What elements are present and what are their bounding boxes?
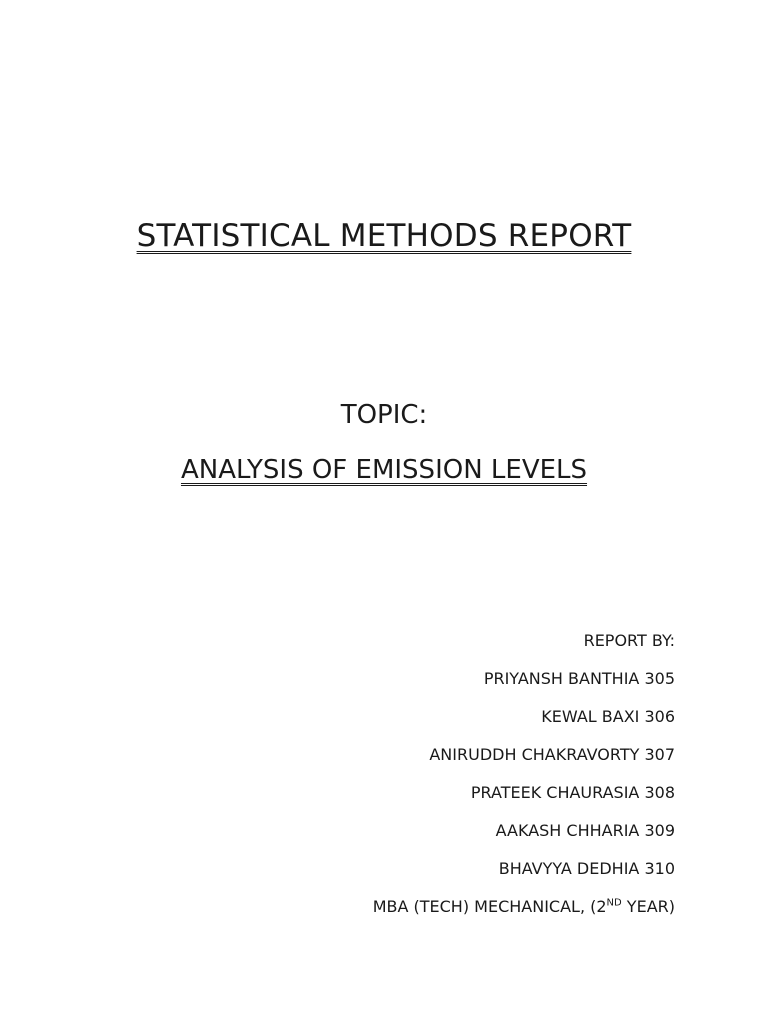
program-prefix: MBA (TECH) MECHANICAL, (2 (372, 897, 607, 916)
author-5: AAKASH CHHARIA 309 (495, 821, 675, 840)
program-line (373, 893, 675, 931)
author-2: KEWAL BAXI 306 (541, 707, 675, 726)
author-1: PRIYANSH BANTHIA 305 (483, 669, 675, 688)
author-4: PRATEEK CHAURASIA 308 (470, 783, 675, 802)
author-3: ANIRUDDH CHAKRAVORTY 307 (429, 745, 675, 764)
report-title: STATISTICAL METHODS REPORT (136, 218, 632, 254)
program-superscript: ND (606, 897, 622, 909)
authors-list (373, 627, 675, 931)
report-by-label: REPORT BY: (583, 631, 675, 650)
author-6: BHAVYYA DEDHIA 310 (498, 859, 675, 878)
program-suffix: YEAR) (621, 897, 675, 916)
topic-title: ANALYSIS OF EMISSION LEVELS (180, 455, 588, 485)
topic-label: TOPIC: (340, 400, 428, 430)
